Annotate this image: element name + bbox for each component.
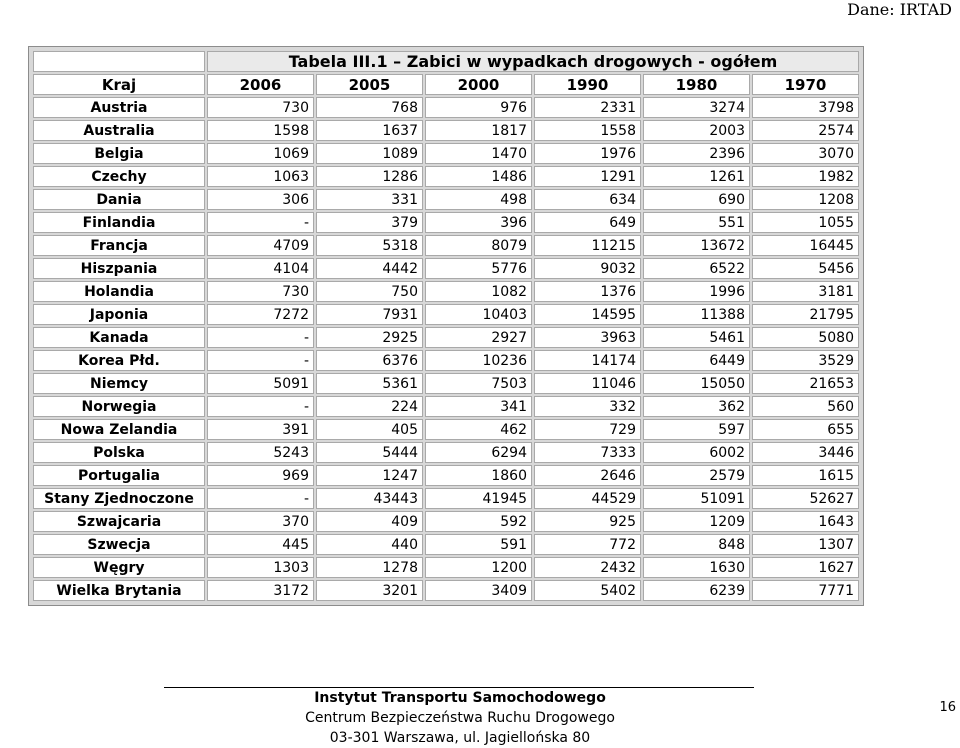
value-cell: 2579 [643,465,750,486]
table-row [33,557,859,578]
column-header-year: 1970 [752,74,859,95]
value-cell: 7771 [752,580,859,601]
value-cell: 10403 [425,304,532,325]
value-cell: 2003 [643,120,750,141]
value-cell: 634 [534,189,641,210]
value-cell: 2396 [643,143,750,164]
table-header-row [33,74,859,95]
country-cell: Niemcy [33,373,205,394]
table-row [33,350,859,371]
value-cell: 6239 [643,580,750,601]
table-row [33,396,859,417]
value-cell: 1303 [207,557,314,578]
footer-address: 03-301 Warszawa, ul. Jagiellońska 80 [329,730,591,746]
value-cell: 7503 [425,373,532,394]
country-cell: Japonia [33,304,205,325]
country-cell: Holandia [33,281,205,302]
value-cell: 7931 [316,304,423,325]
value-cell: 730 [207,97,314,118]
value-cell: 362 [643,396,750,417]
value-cell: - [207,488,314,509]
value-cell: 3201 [316,580,423,601]
value-cell: 341 [425,396,532,417]
value-cell: 1470 [425,143,532,164]
country-cell: Polska [33,442,205,463]
table-title: Tabela III.1 – Zabici w wypadkach drogowych - ogółem [207,51,859,72]
value-cell: 14595 [534,304,641,325]
value-cell: 5243 [207,442,314,463]
value-cell: - [207,327,314,348]
value-cell: 41945 [425,488,532,509]
value-cell: 21795 [752,304,859,325]
country-cell: Nowa Zelandia [33,419,205,440]
value-cell: 750 [316,281,423,302]
value-cell: 592 [425,511,532,532]
country-cell: Szwajcaria [33,511,205,532]
table-row [33,258,859,279]
column-header-year: 2005 [316,74,423,95]
value-cell: 51091 [643,488,750,509]
value-cell: 4442 [316,258,423,279]
country-cell: Belgia [33,143,205,164]
value-cell: 6002 [643,442,750,463]
value-cell: 5402 [534,580,641,601]
country-cell: Dania [33,189,205,210]
value-cell: 976 [425,97,532,118]
value-cell: 4709 [207,235,314,256]
table-row [33,511,859,532]
value-cell: 1208 [752,189,859,210]
value-cell: 2646 [534,465,641,486]
value-cell: 1291 [534,166,641,187]
value-cell: 6294 [425,442,532,463]
country-cell: Stany Zjednoczone [33,488,205,509]
value-cell: 1069 [207,143,314,164]
value-cell: 5361 [316,373,423,394]
value-cell: 16445 [752,235,859,256]
value-cell: 655 [752,419,859,440]
value-cell: 391 [207,419,314,440]
value-cell: 2927 [425,327,532,348]
value-cell: - [207,350,314,371]
value-cell: 1630 [643,557,750,578]
country-cell: Finlandia [33,212,205,233]
value-cell: 597 [643,419,750,440]
column-header-country: Kraj [33,74,205,95]
value-cell: 11046 [534,373,641,394]
value-cell: 498 [425,189,532,210]
table-row [33,488,859,509]
value-cell: 2925 [316,327,423,348]
value-cell: 13672 [643,235,750,256]
value-cell: 15050 [643,373,750,394]
value-cell: 768 [316,97,423,118]
table-row [33,304,859,325]
value-cell: 409 [316,511,423,532]
value-cell: 729 [534,419,641,440]
value-cell: 969 [207,465,314,486]
value-cell: 11388 [643,304,750,325]
table-row [33,580,859,601]
value-cell: 331 [316,189,423,210]
value-cell: 2574 [752,120,859,141]
value-cell: 462 [425,419,532,440]
value-cell: 5461 [643,327,750,348]
value-cell: 1996 [643,281,750,302]
value-cell: 730 [207,281,314,302]
value-cell: 396 [425,212,532,233]
value-cell: 925 [534,511,641,532]
table-row [33,166,859,187]
value-cell: 4104 [207,258,314,279]
value-cell: 772 [534,534,641,555]
column-header-year: 2000 [425,74,532,95]
value-cell: 8079 [425,235,532,256]
fatalities-table [31,49,861,603]
value-cell: 14174 [534,350,641,371]
value-cell: 1286 [316,166,423,187]
value-cell: 1209 [643,511,750,532]
value-cell: 44529 [534,488,641,509]
value-cell: 2432 [534,557,641,578]
value-cell: 3070 [752,143,859,164]
table-title-row [33,51,859,72]
value-cell: 1278 [316,557,423,578]
value-cell: 551 [643,212,750,233]
country-cell: Portugalia [33,465,205,486]
value-cell: 591 [425,534,532,555]
value-cell: 5318 [316,235,423,256]
table-body [33,97,859,601]
table-row [33,465,859,486]
value-cell: 5456 [752,258,859,279]
country-cell: Kanada [33,327,205,348]
value-cell: 405 [316,419,423,440]
value-cell: 7333 [534,442,641,463]
table-row [33,442,859,463]
footer [200,688,720,748]
value-cell: 370 [207,511,314,532]
value-cell: 3409 [425,580,532,601]
value-cell: 9032 [534,258,641,279]
country-cell: Francja [33,235,205,256]
column-header-year: 1990 [534,74,641,95]
table-row [33,97,859,118]
source-label: Dane: IRTAD [847,0,952,19]
value-cell: 43443 [316,488,423,509]
table-row [33,189,859,210]
table-row [33,534,859,555]
table-row [33,120,859,141]
table-row [33,212,859,233]
value-cell: 1637 [316,120,423,141]
footer-institution: Instytut Transportu Samochodowego [314,690,606,706]
table-row [33,143,859,164]
footer-department: Centrum Bezpieczeństwa Ruchu Drogowego [305,710,615,726]
value-cell: 1598 [207,120,314,141]
value-cell: 1982 [752,166,859,187]
value-cell: 1261 [643,166,750,187]
page-number: 16 [939,700,956,715]
value-cell: 3172 [207,580,314,601]
value-cell: 1200 [425,557,532,578]
column-header-year: 2006 [207,74,314,95]
country-cell: Australia [33,120,205,141]
value-cell: 1055 [752,212,859,233]
value-cell: 3529 [752,350,859,371]
value-cell: 306 [207,189,314,210]
table-row [33,235,859,256]
value-cell: 560 [752,396,859,417]
value-cell: 7272 [207,304,314,325]
value-cell: 848 [643,534,750,555]
value-cell: 3446 [752,442,859,463]
value-cell: 440 [316,534,423,555]
data-table-frame [28,46,864,606]
value-cell: - [207,212,314,233]
value-cell: 21653 [752,373,859,394]
value-cell: 1627 [752,557,859,578]
value-cell: 1089 [316,143,423,164]
table-row [33,281,859,302]
value-cell: 1486 [425,166,532,187]
country-cell: Czechy [33,166,205,187]
value-cell: 224 [316,396,423,417]
country-cell: Szwecja [33,534,205,555]
table-row [33,419,859,440]
country-cell: Wielka Brytania [33,580,205,601]
table-row [33,327,859,348]
value-cell: - [207,396,314,417]
value-cell: 1307 [752,534,859,555]
value-cell: 3274 [643,97,750,118]
value-cell: 1817 [425,120,532,141]
country-cell: Hiszpania [33,258,205,279]
value-cell: 649 [534,212,641,233]
value-cell: 1082 [425,281,532,302]
value-cell: 332 [534,396,641,417]
country-cell: Korea Płd. [33,350,205,371]
value-cell: 5080 [752,327,859,348]
value-cell: 5091 [207,373,314,394]
value-cell: 6449 [643,350,750,371]
value-cell: 3181 [752,281,859,302]
value-cell: 5444 [316,442,423,463]
value-cell: 3963 [534,327,641,348]
value-cell: 6522 [643,258,750,279]
title-blank-cell [33,51,205,72]
value-cell: 6376 [316,350,423,371]
value-cell: 11215 [534,235,641,256]
value-cell: 5776 [425,258,532,279]
value-cell: 1063 [207,166,314,187]
value-cell: 1976 [534,143,641,164]
value-cell: 1247 [316,465,423,486]
country-cell: Norwegia [33,396,205,417]
value-cell: 1860 [425,465,532,486]
table-row [33,373,859,394]
value-cell: 10236 [425,350,532,371]
country-cell: Austria [33,97,205,118]
value-cell: 1615 [752,465,859,486]
value-cell: 1376 [534,281,641,302]
value-cell: 445 [207,534,314,555]
value-cell: 3798 [752,97,859,118]
value-cell: 2331 [534,97,641,118]
country-cell: Węgry [33,557,205,578]
value-cell: 1558 [534,120,641,141]
column-header-year: 1980 [643,74,750,95]
value-cell: 52627 [752,488,859,509]
value-cell: 1643 [752,511,859,532]
value-cell: 690 [643,189,750,210]
value-cell: 379 [316,212,423,233]
